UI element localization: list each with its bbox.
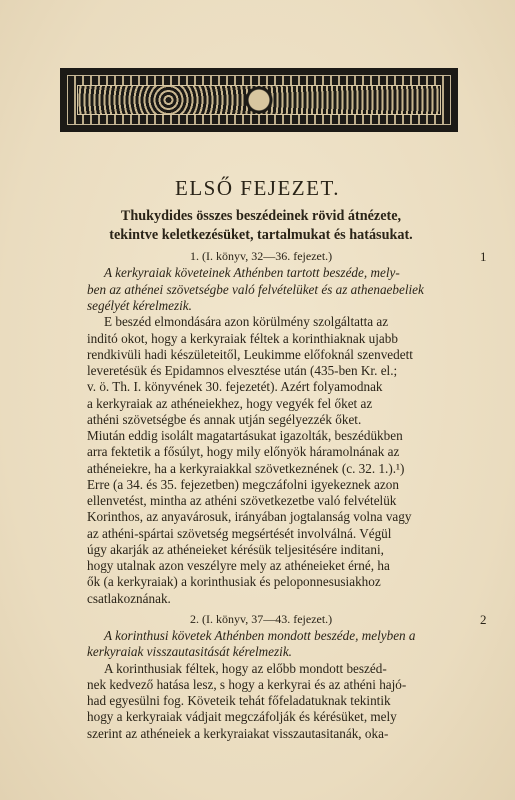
body-line: athéni szövetségbe és annak utján segélyezzék őket. xyxy=(87,412,362,427)
chapter-heading: ELSŐ FEJEZET. xyxy=(175,176,340,200)
section-2-reference: 2. (I. könyv, 37—43. fejezet.) xyxy=(190,612,333,626)
body-line: E beszéd elmondására azon körülmény szolgáltatta az xyxy=(104,314,389,329)
body-line: had egyesülni fog. Követeik tehát főfeladatuknak tekintik xyxy=(87,693,391,708)
body-line: csatlakoznának. xyxy=(87,591,171,606)
section-1-italic-line: ben az athénei szövetségbe való felvételüket és az athenaebeliek xyxy=(87,282,424,297)
body-line: a kerkyraiak az athéneiekhez, hogy vegyék fel őket az xyxy=(87,396,373,411)
body-line: Miután eddig isolált magatartásukat igazolták, beszédükben xyxy=(87,428,403,443)
section-1-margin-number: 1 xyxy=(480,249,487,264)
body-line: ők (a kerkyraiak) a korinthusiak és peloponnesusiakhoz xyxy=(87,574,381,589)
body-line: Erre (a 34. és 35. fejezetben) megczáfolni igyekeznek azon xyxy=(87,477,399,492)
ornamental-headpiece xyxy=(60,68,458,132)
headpiece-center xyxy=(77,85,441,115)
section-1-italic-line: A kerkyraiak követeinek Athénben tartott beszéde, mely- xyxy=(104,265,400,280)
section-1-italic-line: segélyét kérelmezik. xyxy=(87,298,192,313)
body-line: az athéni-spártai szövetség megsértését involválná. Végül xyxy=(87,526,392,541)
body-line: inditó okot, hogy a kerkyraiak féltek a korinthiaknak ujabb xyxy=(87,331,398,346)
subtitle-line: tekintve keletkezésüket, tartalmukat és hatásukat. xyxy=(109,227,413,243)
subtitle-line: Thukydides összes beszédeinek rövid átnézete, xyxy=(120,208,402,224)
body-line: A korinthusiak féltek, hogy az előbb mondott beszéd- xyxy=(104,661,387,676)
body-line: arra fektetik a fősúlyt, hogy mily előnyök háramolnának az xyxy=(87,444,400,459)
section-1-reference: 1. (I. könyv, 32—36. fejezet.) xyxy=(190,249,333,263)
body-line: v. ö. Th. I. könyvének 30. fejezetét). Azért folyamodnak xyxy=(87,379,383,394)
section-2-italic-line: kerkyraiak visszautasitását kérelmezik. xyxy=(87,644,292,659)
body-line: ellenvetést, mintha az athéni szövetkezetbe való felvételük xyxy=(87,493,397,508)
body-line: úgy akarják az athéneieket kérésük teljesitésére inditani, xyxy=(87,542,384,557)
body-line: rendkivüli hadi készületeitől, Leukimme előfoknál szenvedett xyxy=(87,347,413,362)
body-line: nek kedvező hatása lesz, s hogy a kerkyrai és az athéni hajó- xyxy=(87,677,407,692)
body-line: Korinthos, az anyavárosuk, irányában jogtalanság volna vagy xyxy=(87,509,412,524)
body-line: hogy a kerkyraiak vádjait megczáfolják és kérésüket, mely xyxy=(87,709,397,724)
body-line: szerint az athéneiek a kerkyraiakat visszautasitanák, oka- xyxy=(87,726,389,741)
body-line: athéneiekre, ha a kerkyraiakkal szövetkeznének (c. 32. 1.).¹) xyxy=(87,461,405,476)
section-2-italic-line: A korinthusi követek Athénben mondott beszéde, melyben a xyxy=(104,628,416,643)
body-line: hogy utalnak azon veszélyre mely az athéneieket érné, ha xyxy=(87,558,390,573)
body-line: leveretésük és Epidamnos elvesztése után (435-ben Kr. el.; xyxy=(87,363,398,378)
section-2-margin-number: 2 xyxy=(480,612,487,627)
chapter-subtitle xyxy=(56,207,466,245)
